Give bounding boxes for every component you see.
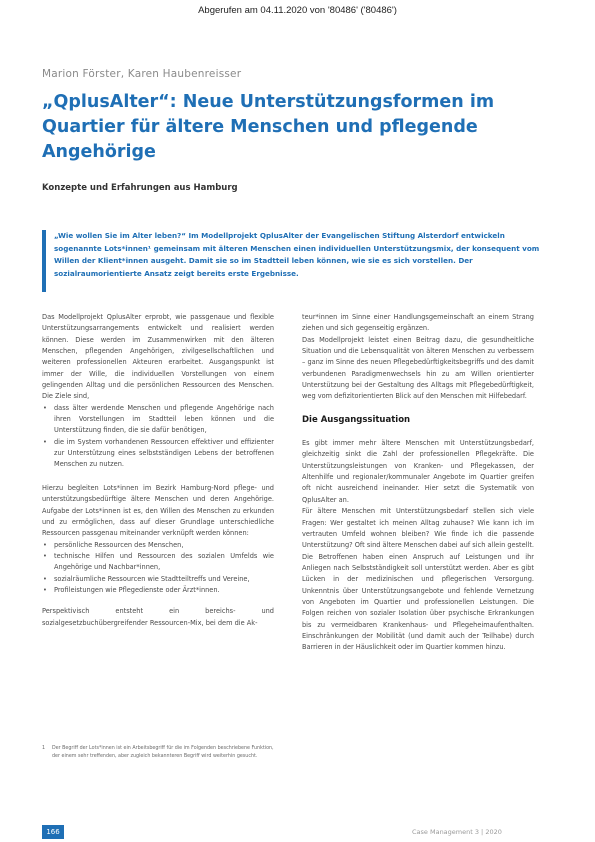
goals-list xyxy=(42,403,274,471)
paragraph: Hierzu begleiten Lots*innen im Bezirk Hamburg-Nord pflege- und unterstützungsbedürftige ältere Menschen und deren Angehörige. Aufgabe der Lots*innen ist es, den Willen des Menschen zu erkunden und zu ermöglichen, dass auf dieser Grundlage unterschiedliche Ressourcen passgenau miteinander verknüpft werden können: xyxy=(42,483,274,538)
authors: Marion Förster, Karen Haubenreisser xyxy=(42,68,242,80)
article-title: „QplusAlter“: Neue Unterstützungsformen im Quartier für ältere Menschen und pflegende Angehörige xyxy=(42,92,495,162)
page-number: 166 xyxy=(42,825,64,839)
footnote-text: Der Begriff der Lots*innen ist ein Arbeitsbegriff für die im Folgenden beschriebene Funktion, der einem sehr treffenden, aber zugleich bekannteren Begriff wird weiterhin gesucht. xyxy=(52,746,274,759)
paragraph: teur*innen im Sinne einer Handlungsgemeinschaft an einem Strang ziehen und sich gegenseitig ergänzen. xyxy=(302,313,534,333)
lead-text: „Wie wollen Sie im Alter leben?“ Im Modellprojekt QplusAlter der Evangelischen Stiftung Alsterdorf entwickeln sogenannte Lots*innen¹ gemeinsam mit älteren Menschen einen individuellen Unterstützungsmix, der konsequent vom Willen der Klient*innen ausgeht. Damit sie so im Stadtteil leben können, wie sie es sich vorstellen. Der sozialraumorientierte Ansatz zeigt bereits erste Ergebnisse. xyxy=(54,231,540,278)
paragraph: Es gibt immer mehr ältere Menschen mit Unterstützungsbedarf, gleichzeitig sinkt die Zahl der professionellen Pflegekräfte. Die Unterstützungsleistungen von Kranken- und Pflegekassen, der Altenhilfe und regionaler/kommunaler Angebote im Quartier greifen oft nicht ausreichend ineinander. Hier setzt die Systematik von QplusAlter an. xyxy=(302,439,534,504)
body-column-right xyxy=(302,312,534,664)
resources-list xyxy=(42,540,274,597)
download-watermark: Abgerufen am 04.11.2020 von '80486' ('80486') xyxy=(198,5,397,16)
list-item: • Profileistungen wie Pflegedienste oder Ärzt*innen. xyxy=(52,585,274,596)
journal-footer: Case Management 3 | 2020 xyxy=(412,828,502,836)
list-item: • persönliche Ressourcen des Menschen, xyxy=(52,540,274,551)
body-column-left xyxy=(42,312,274,639)
list-item: • dass älter werdende Menschen und pflegende Angehörige nach ihren Vorstellungen im Stadtteil leben können und die Unterstützung finden, die sie dafür benötigen, xyxy=(52,403,274,437)
list-item: • sozialräumliche Ressourcen wie Stadtteiltreffs und Vereine, xyxy=(52,574,274,585)
paragraph: Perspektivisch entsteht ein bereichs- und sozialgesetzbuchübergreifender Ressourcen-Mix, bei dem die Ak- xyxy=(42,607,274,627)
paragraph: Für ältere Menschen mit Unterstützungsbedarf stellen sich viele Fragen: Wer gestaltet ich meinen Alltag zuhause? Wie kann ich im vertrauten Umfeld wohnen bleiben? Wie finde ich die passende Unterstützung? Oft sind ältere Menschen dabei auf sich allein gestellt. Die Betroffenen haben einen Anspruch auf Leistungen und ihr Anliegen nach Selbstständigkeit soll unterstützt werden. Aber es gibt Lücken in der medizinischen und pflegerischen Versorgung. Unkenntnis über Unterstützungsangebote und fehlende Vernetzung von Angeboten im Quartier und professionellen Leistungen. Die Folgen reichen von sozialer Isolation über psychische Erkrankungen bis zu vermeidbaren Krankenhaus- und Pflegeheimaufenthalten. Einschränkungen der Mobilität (und damit auch der Teilhabe) durch Barrieren in der Häuslichkeit oder im Quartier kommen hinzu. xyxy=(302,507,535,652)
list-item: • die im System vorhandenen Ressourcen effektiver und effizienter zur Unterstützung eines selbstständigen Lebens der betroffenen Menschen zu nutzen. xyxy=(52,437,274,471)
section-heading: Die Ausgangssituation xyxy=(302,414,411,425)
paragraph: Das Modellprojekt leistet einen Beitrag dazu, die gesundheitliche Situation und die Lebensqualität von älteren Menschen zu verbessern – ganz im Sinne des neuen Pflegebedürftigkeitsbegriffs und des damit verbundenen Paradigmenwechsels hin zu am Willen orientierter Unterstützung bei der Gestaltung des Alltags mit Pflegebedürftigkeit, weg vom defizitorientierten Blick auf den Menschen mit Hilfebedarf. xyxy=(302,335,534,401)
footnote xyxy=(42,745,274,760)
footnote-number: 1 xyxy=(42,746,46,751)
paragraph: Das Modellprojekt QplusAlter erprobt, wie passgenaue und flexible Unterstützungsarrangements entwickelt und realisiert werden können. Diese werden im Zusammenwirken mit den älteren Menschen, pflegenden Angehörigen, zivilgesellschaftlichen und weiteren professionellen Akteuren erarbeitet. Ausgangspunkt ist immer der Wille, die individuellen Vorstellungen von einem gelingenden Alltag und die persönlichen Ressourcen des Menschen. Die Ziele sind, xyxy=(42,313,274,401)
list-item: • technische Hilfen und Ressourcen des sozialen Umfelds wie Angehörige und Nachbar*innen, xyxy=(52,551,274,574)
lead-abstract xyxy=(42,230,552,292)
article-subtitle: Konzepte und Erfahrungen aus Hamburg xyxy=(42,183,238,193)
